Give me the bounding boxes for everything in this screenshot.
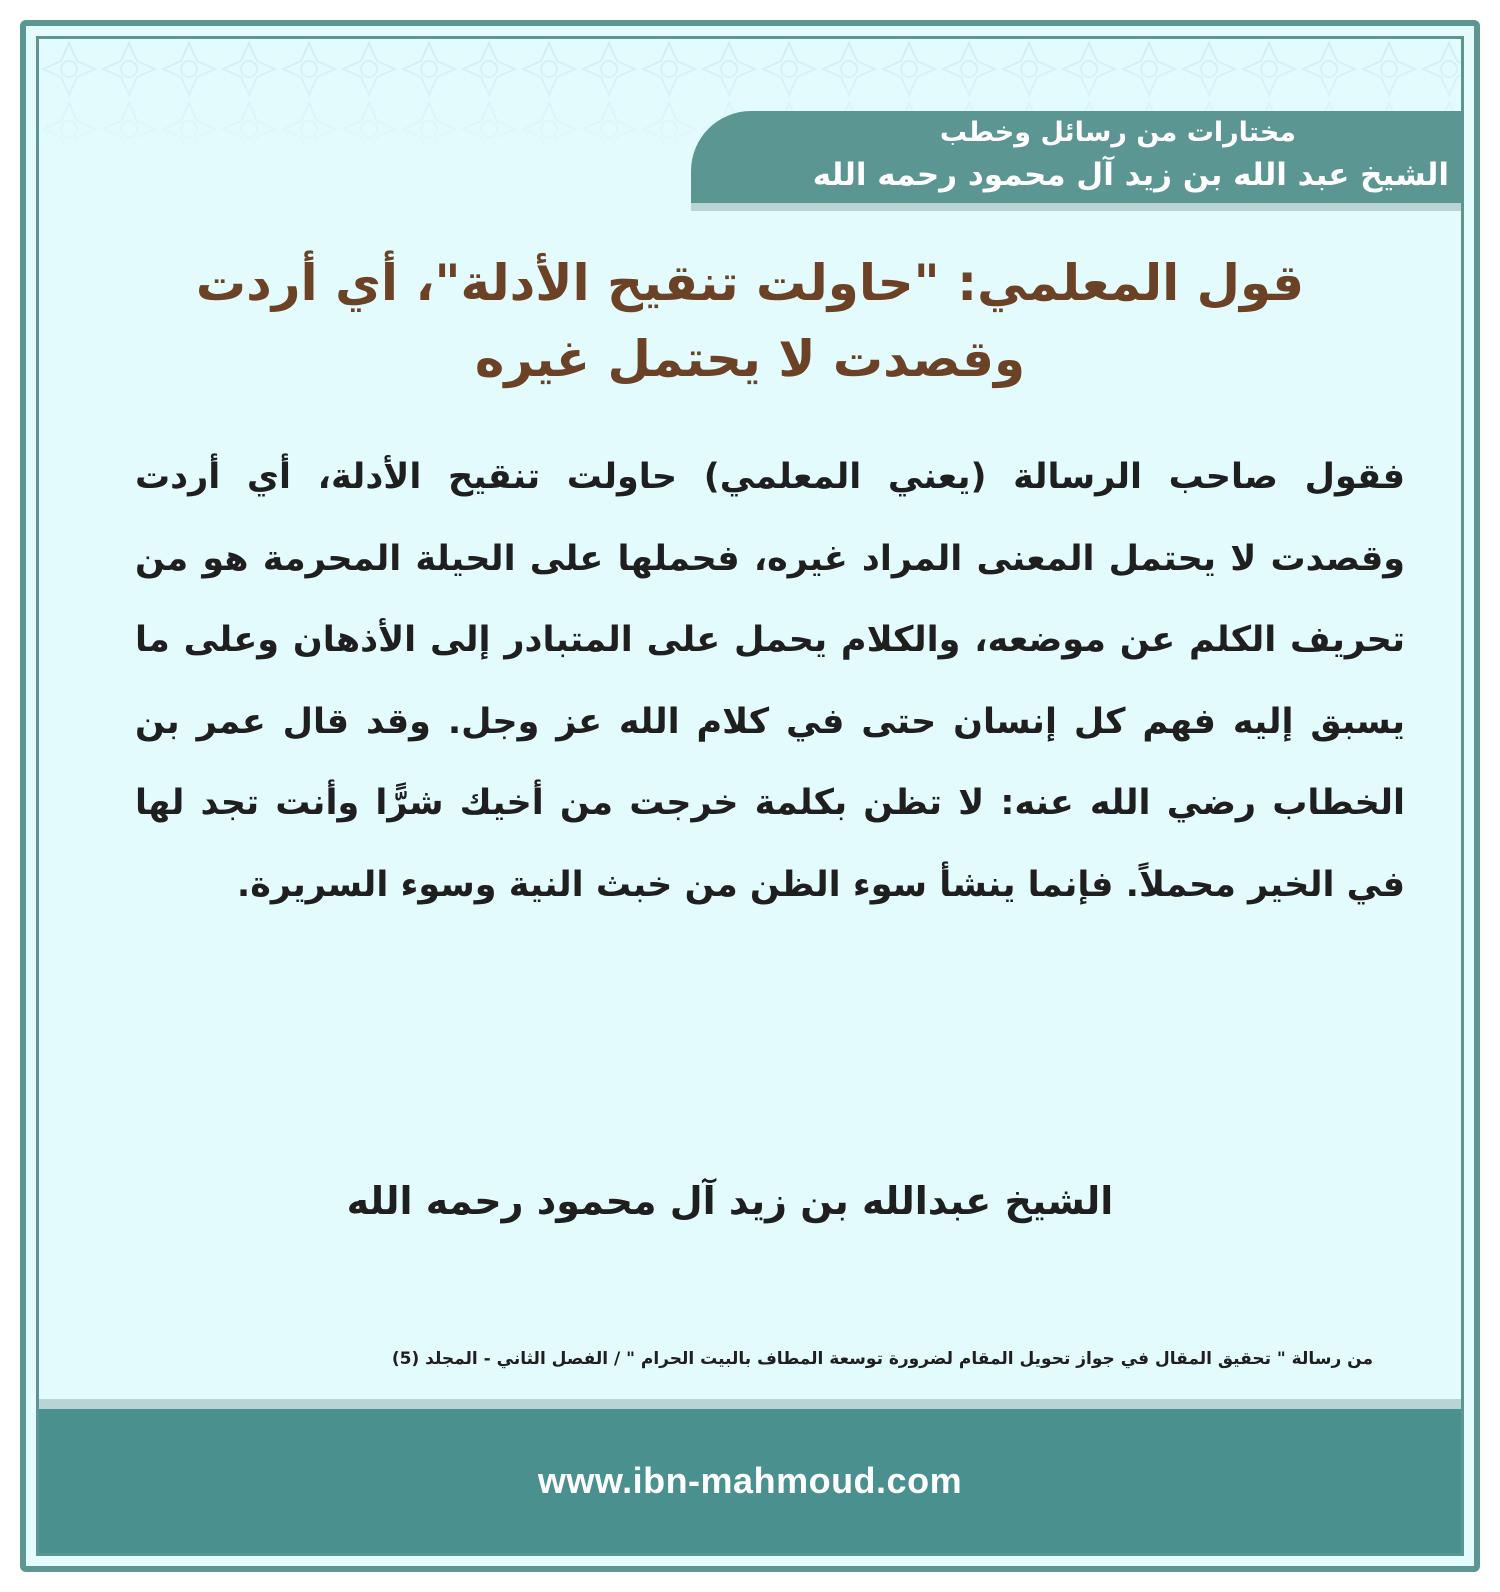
website-link[interactable]: www.ibn-mahmoud.com [537,1460,963,1501]
card-inner [36,36,1464,1556]
series-header [691,111,1461,211]
footer-bar [39,1409,1461,1553]
series-title: مختارات من رسائل وخطب [939,117,1296,148]
page-title: قول المعلمي: "حاولت تنقيح الأدلة"، أي أردت وقصدت لا يحتمل غيره [195,254,1305,388]
card-frame [20,20,1480,1572]
series-author: الشيخ عبد الله بن زيد آل محمود رحمه الله [812,157,1449,193]
body-text: فقول صاحب الرسالة (يعني المعلمي) حاولت تنقيح الأدلة، أي أردت وقصدت لا يحتمل المعنى المراد غيره، فحملها على الحيلة المحرمة هو من تحريف الكلم عن موضعه، والكلام يحمل على المتبادر إلى الأذهان وعلى ما يسبق إليه فهم كل إنسان حتى في كلام الله عز وجل. وقد قال عمر بن الخطاب رضي الله عنه: لا تظن بكلمة خرجت من أخيك شرًّا وأنت تجد لها في الخير محملاً. فإنما ينشأ سوء الظن من خبث النية وسوء السريرة. [135,457,1405,905]
author-signature: الشيخ عبدالله بن زيد آل محمود رحمه الله [346,1179,1114,1223]
source-citation: من رسالة " تحقيق المقال في جواز تحويل المقام لضرورة توسعة المطاف بالبيت الحرام " / الفصل الثاني - المجلد (5) [391,1349,1373,1369]
footer-divider [39,1399,1461,1409]
